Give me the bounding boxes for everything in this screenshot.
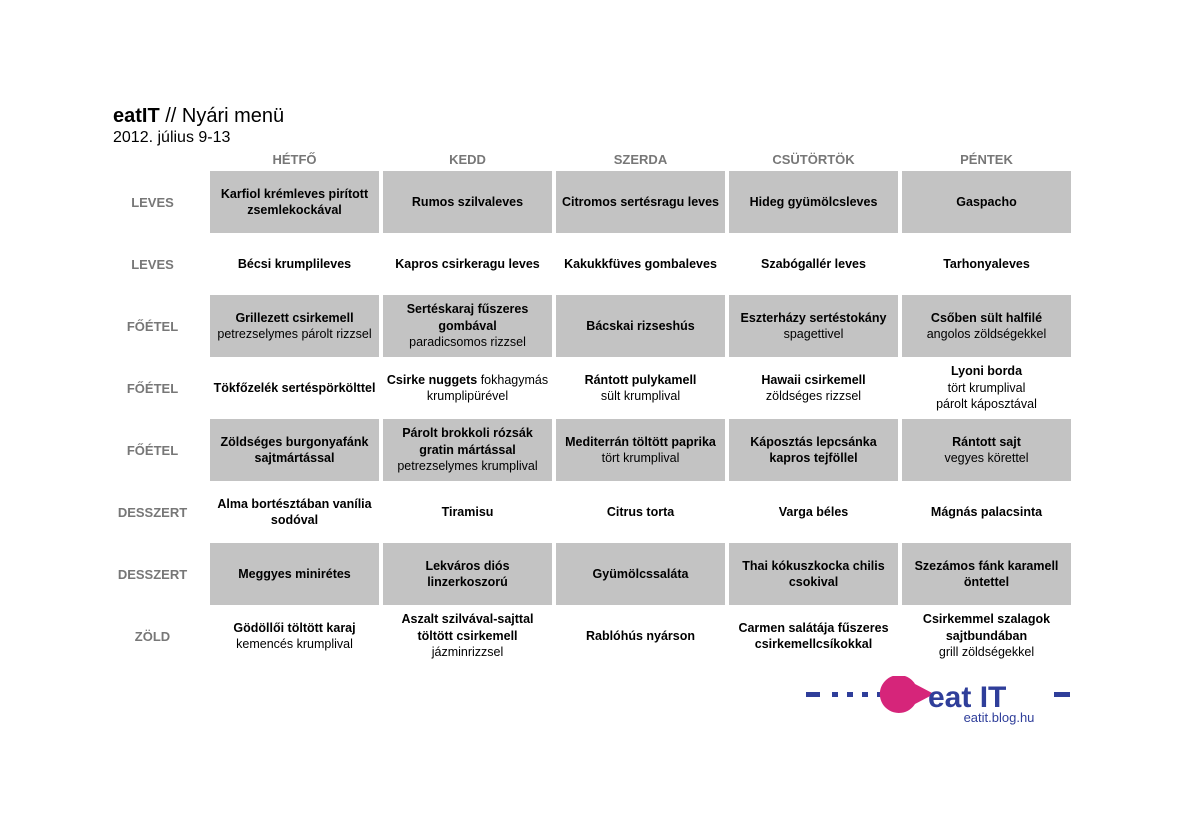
dish-name: Mágnás palacsinta (930, 504, 1043, 519)
menu-row (100, 233, 1070, 295)
dish-name: Tarhonyaleves (943, 256, 1030, 271)
menu-cell-tuesday (383, 233, 552, 295)
pacman-icon (880, 676, 934, 713)
dish-name: Lekváros diós linzerkoszorú (425, 558, 510, 589)
menu-cell-thursday (729, 357, 898, 419)
menu-row (100, 171, 1070, 233)
dish-name: Lyoni borda (950, 364, 1023, 379)
dish-line (943, 256, 1030, 273)
dish-name: Rántott pulykamell (584, 372, 697, 387)
dish-name: Varga béles (778, 504, 849, 519)
day-header-wednesday: SZERDA (613, 152, 668, 167)
dish-side: jázminrizzsel (431, 645, 504, 660)
page-header (113, 104, 284, 148)
dish-side: grill zöldségekkel (938, 645, 1035, 660)
dish-side: vegyes körettel (944, 451, 1029, 465)
dish-line (931, 504, 1042, 521)
dish-name: Párolt brokkoli rózsák gratin mártással (402, 426, 533, 457)
dish-name: Kakukkfüves gombaleves (564, 256, 717, 271)
menu-cell-monday (210, 233, 379, 295)
dish-name: Kapros csirkeragu leves (395, 256, 540, 271)
dish-side: paradicsomos rizzsel (409, 335, 526, 350)
menu-cell-thursday (729, 419, 898, 481)
menu-cell-wednesday (556, 543, 725, 605)
menu-cell-monday (210, 419, 379, 481)
menu-cell-thursday (729, 481, 898, 543)
menu-row (100, 481, 1070, 543)
dish-name: Eszterházy sertéstokány (740, 310, 887, 325)
dish-side: spagettivel (783, 327, 844, 341)
row-label: FŐÉTEL (126, 442, 179, 458)
dish-line (593, 566, 689, 583)
dish-name: Csirke nuggets (386, 372, 478, 387)
menu-cell-monday (210, 295, 379, 357)
menu-cell-thursday (729, 171, 898, 233)
menu-cell-monday (210, 171, 379, 233)
menu-cell-friday (902, 295, 1071, 357)
dish-name: Csőben sült halfilé (930, 310, 1043, 325)
page-title (113, 104, 284, 128)
dish-name: Gaspacho (956, 194, 1017, 209)
dish-line (213, 186, 376, 219)
dish-line (562, 194, 719, 211)
logo-url: eatit.blog.hu (963, 710, 1035, 725)
dish-line (213, 434, 376, 467)
menu-cell-wednesday (556, 605, 725, 667)
menu-cell-thursday (729, 543, 898, 605)
dish-name: Szabógallér leves (761, 256, 866, 271)
menu-cell-wednesday (556, 357, 725, 419)
menu-cell-tuesday (383, 419, 552, 481)
dish-name: Hideg gyümölcsleves (749, 194, 878, 209)
dish-line (741, 310, 887, 327)
row-label: DESSZERT (117, 504, 188, 520)
dish-name: Sertéskaraj fűszeres gombával (406, 302, 529, 333)
menu-cell-wednesday (556, 295, 725, 357)
menu-cell-friday (902, 171, 1071, 233)
menu-row (100, 295, 1070, 357)
menu-cell-tuesday (383, 295, 552, 357)
logo-text: eat IT (928, 681, 1007, 714)
dish-side: tört krumplival (601, 451, 680, 465)
dish-line (412, 194, 523, 211)
menu-cell-wednesday (556, 171, 725, 233)
dish-line (732, 620, 895, 653)
menu-cell-friday (902, 357, 1071, 419)
dish-side: angolos zöldségekkel (926, 327, 1047, 341)
menu-date: 2012. július 9-13 (113, 129, 231, 146)
dish-side: sült krumplival (600, 389, 681, 403)
dish-side: párolt káposztával (936, 397, 1037, 412)
dish-line (586, 628, 695, 645)
menu-cell-monday (210, 605, 379, 667)
dish-line (761, 256, 866, 273)
dish-name: Zöldséges burgonyafánk sajtmártással (220, 434, 369, 465)
dish-name: Tiramisu (441, 504, 494, 519)
dish-name: Bécsi krumplileves (237, 256, 352, 271)
dish-name: Thai kókuszkocka chilis csokival (742, 558, 885, 589)
menu-cell-friday (902, 419, 1071, 481)
row-label: LEVES (131, 256, 174, 272)
menu-cell-tuesday (383, 357, 552, 419)
menu-cell-tuesday (383, 605, 552, 667)
dish-name: Rántott sajt (952, 434, 1021, 449)
title-rest: // Nyári menü (159, 105, 285, 127)
dish-line (586, 318, 694, 335)
row-label: DESSZERT (117, 566, 188, 582)
dish-line (607, 504, 674, 521)
logo-dash-end (1054, 692, 1070, 697)
dish-line (395, 256, 540, 273)
menu-cell-monday (210, 543, 379, 605)
menu-row (100, 605, 1070, 667)
dish-line (238, 566, 351, 583)
dish-line (779, 504, 849, 521)
dish-side: petrezselymes párolt rizzsel (217, 327, 372, 341)
row-label: ZÖLD (134, 628, 171, 644)
dish-line (238, 256, 351, 273)
menu-row (100, 419, 1070, 481)
dish-name: Gödöllői töltött karaj (233, 620, 356, 635)
row-label: FŐÉTEL (126, 380, 179, 396)
dish-line (386, 425, 549, 458)
dish-side: zöldséges rizzsel (765, 389, 862, 403)
dish-line (213, 496, 376, 529)
dish-side: tört krumplival (947, 380, 1026, 395)
dish-name: Rumos szilvaleves (411, 194, 524, 209)
dish-line (585, 372, 697, 389)
dish-side: petrezselymes krumplival (397, 459, 538, 474)
dish-line (386, 558, 549, 591)
dish-line (750, 194, 878, 211)
dish-line (235, 310, 353, 327)
menu-cell-friday (902, 481, 1071, 543)
dish-line (387, 372, 548, 389)
menu-cell-monday (210, 357, 379, 419)
dish-name: Rablóhús nyárson (585, 628, 696, 643)
menu-cell-thursday (729, 605, 898, 667)
dish-side: krumplipürével (426, 389, 509, 403)
menu-cell-thursday (729, 295, 898, 357)
brand-name: eatIT (113, 105, 160, 127)
dish-name: Csirkemmel szalagok sajtbundában (922, 612, 1051, 643)
dish-line (732, 434, 895, 467)
menu-cell-wednesday (556, 233, 725, 295)
dish-name: Aszalt szilvával-sajttal töltött csirkemell (401, 612, 534, 643)
dish-name: Meggyes minirétes (238, 566, 351, 581)
dish-line (761, 372, 865, 389)
dish-name: Citrus torta (606, 504, 675, 519)
menu-cell-thursday (729, 233, 898, 295)
dish-name: Grillezett csirkemell (235, 310, 354, 325)
dish-line (233, 620, 355, 637)
dish-name: Tökfőzelék sertéspörkölttel (213, 380, 376, 395)
dish-name: Szezámos fánk karamell öntettel (914, 558, 1059, 589)
dish-line (905, 611, 1068, 644)
dish-line (952, 434, 1021, 451)
menu-cell-tuesday (383, 543, 552, 605)
dish-name: Alma bortésztában vanília sodóval (217, 496, 372, 527)
day-header-friday: PÉNTEK (960, 152, 1013, 167)
menu-cell-friday (902, 233, 1071, 295)
dish-line (386, 611, 549, 644)
dish-name: Mediterrán töltött paprika (565, 434, 716, 449)
day-header-thursday: CSÜTÖRTÖK (772, 152, 855, 167)
dish-side: kemencés krumplival (236, 637, 353, 651)
dish-name: Káposztás lepcsánka kapros tejföllel (750, 434, 877, 465)
dish-line (905, 558, 1068, 591)
dish-line (565, 434, 716, 451)
dish-line (931, 310, 1042, 327)
menu-cell-wednesday (556, 419, 725, 481)
dish-line (956, 194, 1016, 211)
menu-cell-wednesday (556, 481, 725, 543)
row-label: FŐÉTEL (126, 318, 179, 334)
menu-row (100, 357, 1070, 419)
dish-line (951, 363, 1022, 380)
dish-name: Carmen salátája fűszeres csirkemellcsíkokkal (738, 620, 889, 651)
menu-cell-tuesday (383, 481, 552, 543)
row-label: LEVES (131, 194, 174, 210)
day-header-monday: HÉTFŐ (272, 152, 317, 167)
menu-cell-tuesday (383, 171, 552, 233)
dish-name: Gyümölcssaláta (592, 566, 689, 581)
dish-name: Hawaii csirkemell (761, 372, 866, 387)
dish-name: Bácskai rizseshús (586, 318, 695, 333)
day-header-tuesday: KEDD (449, 152, 486, 167)
menu-cell-monday (210, 481, 379, 543)
dish-name: Karfiol krémleves pirított zsemlekockával (220, 186, 369, 217)
menu-row (100, 543, 1070, 605)
dish-line (732, 558, 895, 591)
dish-line (386, 301, 549, 334)
menu-cell-friday (902, 543, 1071, 605)
dish-line (442, 504, 494, 521)
dish-line (564, 256, 717, 273)
dish-side: fokhagymás (477, 372, 549, 387)
dish-line (214, 380, 376, 397)
menu-cell-friday (902, 605, 1071, 667)
dish-name: Citromos sertésragu leves (561, 194, 719, 209)
